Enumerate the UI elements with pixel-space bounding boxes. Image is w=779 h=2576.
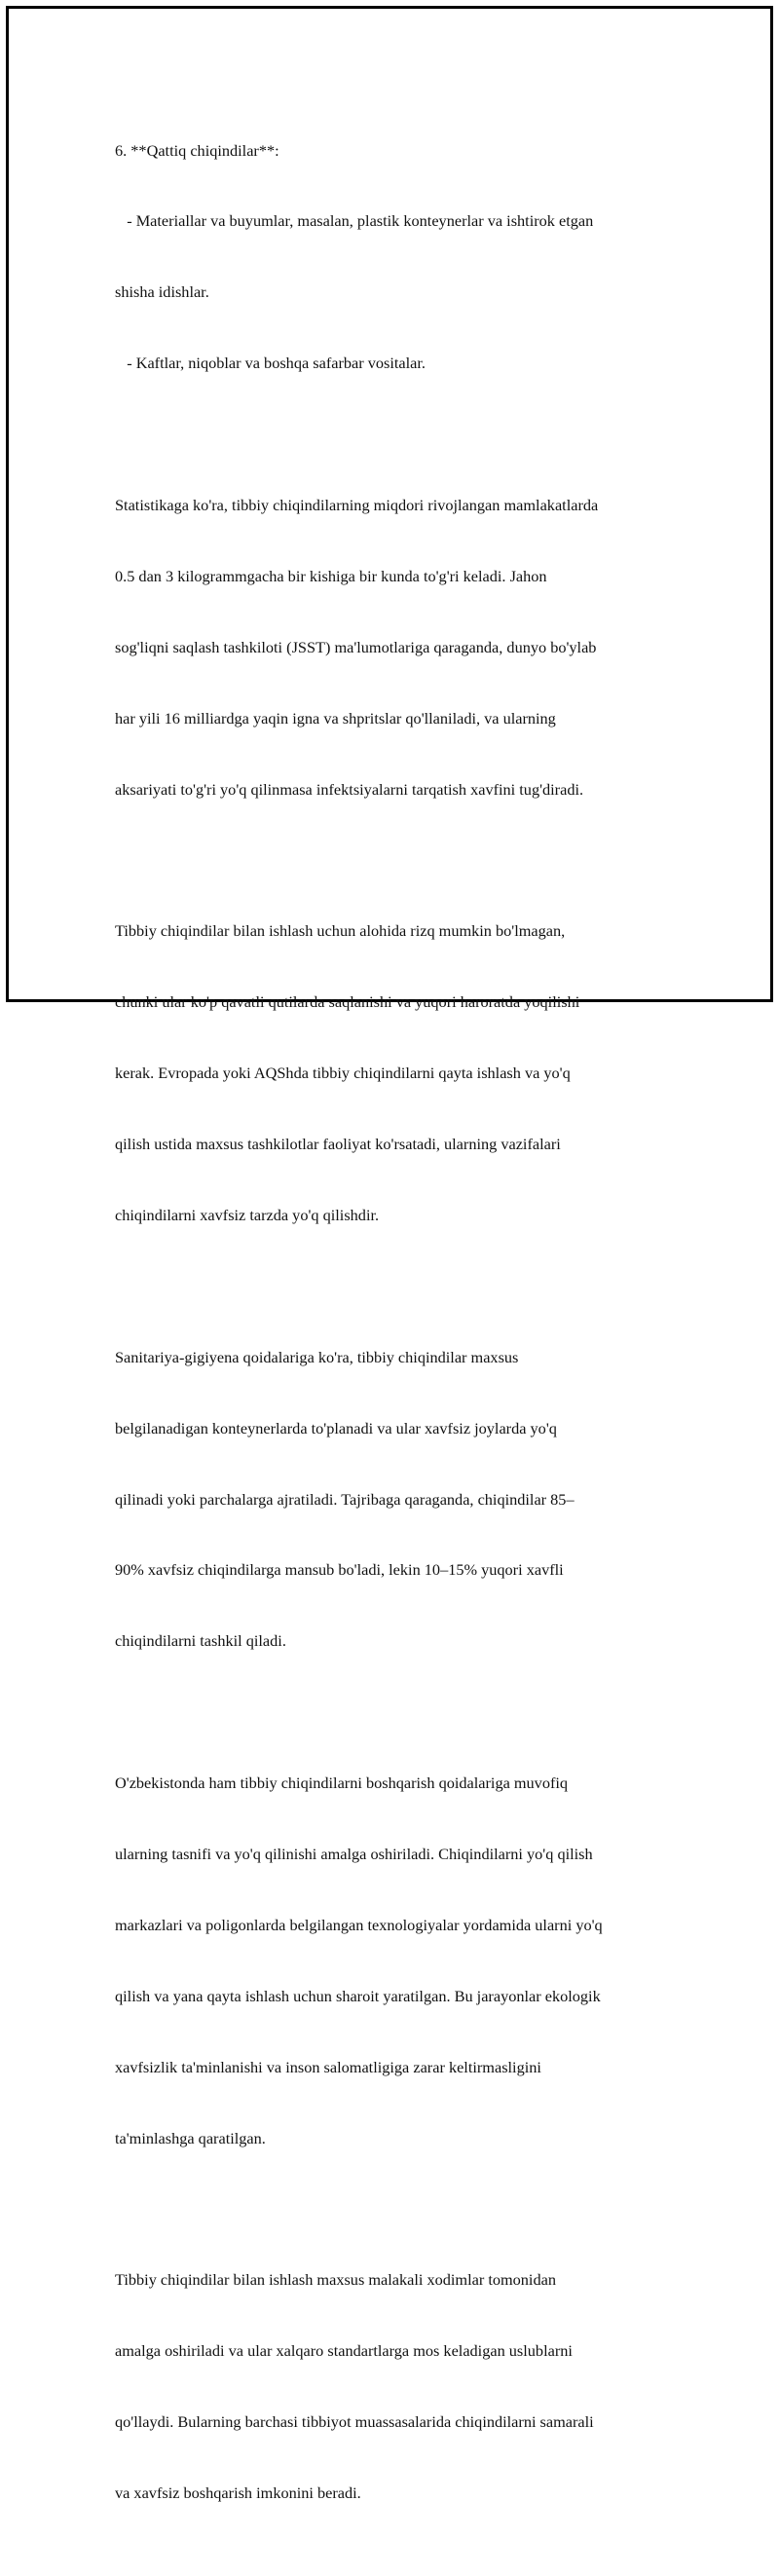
- text-line: har yili 16 milliardga yaqin igna va shpritslar qo'llaniladi, va ularning: [115, 708, 556, 728]
- text-line: Tibbiy chiqindilar bilan ishlash uchun alohida rizq mumkin bo'lmagan,: [115, 921, 566, 941]
- list-item-materials: - Materiallar va buyumlar, masalan, plastik konteynerlar va ishtirok etgan: [115, 211, 594, 231]
- text-line: aksariyati to'g'ri yo'q qilinmasa infektsiyalarni tarqatish xavfini tug'diradi.: [115, 779, 584, 799]
- text-line: ta'minlashga qaratilgan.: [115, 2128, 266, 2147]
- text-line: amalga oshiriladi va ular xalqaro standartlarga mos keladigan uslublarni: [115, 2341, 573, 2361]
- text-line: sog'liqni saqlash tashkiloti (JSST) ma'lumotlariga qaraganda, dunyo bo'ylab: [115, 637, 597, 656]
- text-line: ularning tasnifi va yo'q qilinishi amalga oshiriladi. Chiqindilarni yo'q qilish: [115, 1844, 593, 1863]
- text-line: 90% xavfsiz chiqindilarga mansub bo'ladi, lekin 10–15% yuqori xavfli: [115, 1560, 564, 1580]
- document-body: [115, 92, 670, 2576]
- paragraph-statistics: [115, 446, 670, 848]
- paragraph-solid-waste: [115, 92, 670, 423]
- text-line: belgilanadigan konteynerlarda to'planadi va ular xavfsiz joylarda yo'q: [115, 1418, 557, 1437]
- text-line: kerak. Evropada yoki AQShda tibbiy chiqindilarni qayta ishlash va yo'q: [115, 1064, 571, 1083]
- text-line: va xavfsiz boshqarish imkonini beradi.: [115, 2483, 361, 2502]
- text-line: Sanitariya-gigiyena qoidalariga ko'ra, tibbiy chiqindilar maxsus: [115, 1347, 519, 1366]
- paragraph-staff: [115, 2221, 670, 2553]
- text-line: chunki ular ko'p qavatli qutilarda saqlanishi va yuqori haroratda yoqilishi: [115, 992, 580, 1012]
- text-line: Statistikaga ko'ra, tibbiy chiqindilarning miqdori rivojlangan mamlakatlarda: [115, 496, 599, 515]
- text-line: 0.5 dan 3 kilogrammgacha bir kishiga bir kunda to'g'ri keladi. Jahon: [115, 566, 547, 585]
- text-line: chiqindilarni xavfsiz tarzda yo'q qilishdir.: [115, 1205, 380, 1224]
- list-item-materials-continued: shisha idishlar.: [115, 282, 209, 302]
- text-line: chiqindilarni tashkil qiladi.: [115, 1631, 286, 1651]
- text-line: O'zbekistonda ham tibbiy chiqindilarni boshqarish qoidalariga muvofiq: [115, 1773, 569, 1793]
- paragraph-sanitary: [115, 1298, 670, 1700]
- paragraph-uzbekistan: [115, 1724, 670, 2197]
- text-line: Tibbiy chiqindilar bilan ishlash maxsus malakali xodimlar tomonidan: [115, 2270, 556, 2290]
- text-line: qilinadi yoki parchalarga ajratiladi. Tajribaga qaraganda, chiqindilar 85–: [115, 1489, 575, 1509]
- text-line: qilish ustida maxsus tashkilotlar faoliyat ko'rsatadi, ularning vazifalari: [115, 1135, 561, 1154]
- text-line: qo'llaydi. Bularning barchasi tibbiyot muassasalarida chiqindilarni samarali: [115, 2412, 594, 2432]
- text-line: xavfsizlik ta'minlanishi va inson salomatligiga zarar keltirmasligini: [115, 2057, 541, 2076]
- list-heading: 6. **Qattiq chiqindilar**:: [115, 140, 279, 160]
- list-item-gloves: - Kaftlar, niqoblar va boshqa safarbar vositalar.: [115, 354, 426, 373]
- paragraph-handling: [115, 873, 670, 1275]
- text-line: markazlari va poligonlarda belgilangan texnologiyalar yordamida ularni yo'q: [115, 1915, 603, 1934]
- text-line: qilish va yana qayta ishlash uchun sharoit yaratilgan. Bu jarayonlar ekologik: [115, 1986, 601, 2005]
